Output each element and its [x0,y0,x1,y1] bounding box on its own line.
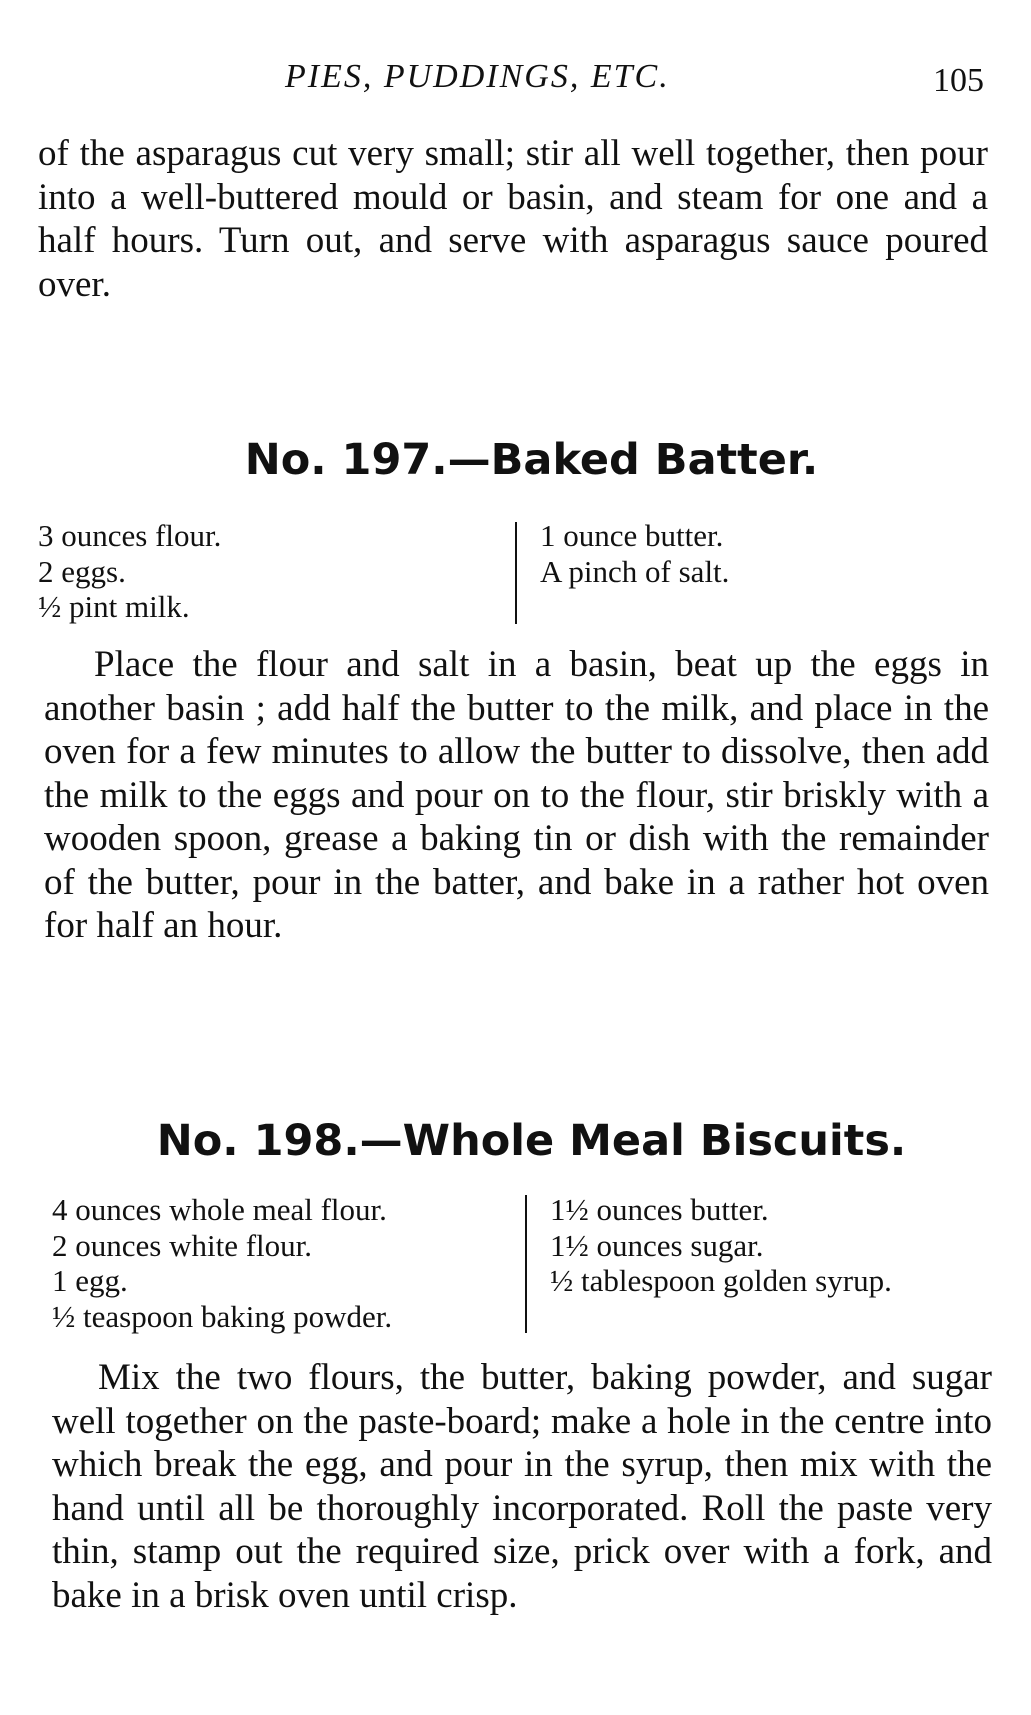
running-head-title: PIES, PUDDINGS, ETC. [285,58,670,95]
ingredient-item: A pinch of salt. [540,553,730,589]
ingredient-item: 1½ ounces sugar. [550,1227,764,1263]
ingredients-right-198 [550,1192,892,1299]
ingredient-item: 1½ ounces butter. [550,1192,769,1227]
recipe-heading-197: No. 197.—Baked Batter. [244,435,819,485]
ingredient-item: ½ tablespoon golden syrup. [550,1263,892,1298]
ingredients-divider-197 [515,522,517,624]
ingredients-right-197 [540,518,729,589]
continuation-paragraph: of the asparagus cut very small; stir all well together, then pour into a well-buttered mould or basin, and steam for one and a half hours. Turn out, and serve with asparagus sauce poured over. [38,133,988,305]
recipe-heading-198: No. 198.—Whole Meal Biscuits. [156,1116,907,1166]
ingredient-item: ½ pint milk. [38,589,190,624]
ingredient-item: 2 eggs. [38,553,126,589]
ingredients-left-198 [52,1192,392,1334]
ingredients-left-197 [38,518,221,625]
recipe-method-197: Place the flour and salt in a basin, beat up the eggs in another basin ; add half the butter to the milk, and place in the oven for a few minutes to allow the butter to dissolve, then add the milk to the eggs and pour on to the flour, stir briskly with a wooden spoon, grease a baking tin or dish with the remainder of the butter, pour in the batter, and bake in a rather hot oven for half an hour. [44,644,989,946]
ingredient-item: ½ teaspoon baking powder. [52,1298,393,1334]
ingredient-item: 2 ounces white flour. [52,1227,313,1263]
ingredient-item: 4 ounces whole meal flour. [52,1192,387,1227]
ingredient-item: 3 ounces flour. [38,518,222,553]
recipe-method-198: Mix the two flours, the butter, baking powder, and sugar well together on the paste-board; make a hole in the centre into which break the egg, and pour in the syrup, then mix with the hand until all be thoroughly incorporated. Roll the paste very thin, stamp out the required size, prick over with a fork, and bake in a brisk oven until crisp. [52,1357,992,1616]
ingredient-item: 1 ounce butter. [540,518,724,553]
ingredient-item: 1 egg. [52,1263,128,1298]
page-number: 105 [933,62,984,99]
running-head [0,58,1031,106]
ingredients-divider-198 [525,1195,527,1333]
